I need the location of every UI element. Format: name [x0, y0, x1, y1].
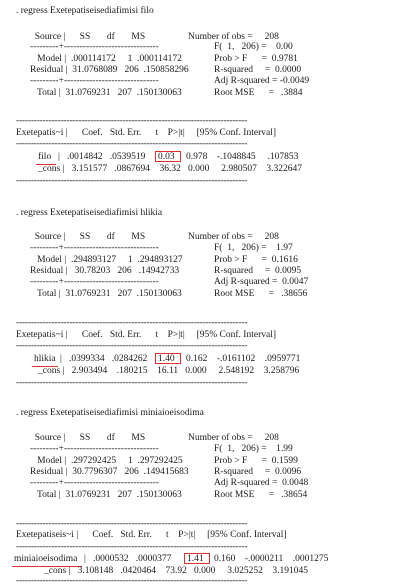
- stat-root-mse: Root MSE = .38654: [214, 490, 308, 500]
- anova-row-total: Total | 31.0769231 207 .150130063: [30, 289, 182, 299]
- stat-prob: Prob > F = 0.1616: [214, 255, 298, 265]
- anova-header: Source | SS df MS: [30, 32, 146, 42]
- t-value: 1.40: [158, 354, 175, 364]
- stat-root-mse: Root MSE = .3884: [214, 88, 303, 98]
- anova-row-residual: Residual | 30.78203 206 .14942733: [30, 266, 180, 276]
- anova-separator-2: ---------+------------------------------: [30, 277, 159, 287]
- stat-f: F( 1, 206) = 1.99: [214, 444, 293, 454]
- cons-row: _cons | 2.903494 .180215 16.11 0.000 2.548192 3.258796: [38, 366, 300, 376]
- anova-separator-2: ---------+------------------------------: [30, 478, 159, 488]
- table-rule-mid: ------------------------------------------------------------------------------: [16, 139, 248, 149]
- stat-prob: Prob > F = 0.1599: [214, 456, 298, 466]
- cons-row: _cons | 3.151577 .0867694 36.32 0.000 2.980507 3.322647: [38, 164, 302, 174]
- var-label-hlikia: hlikia: [34, 354, 56, 364]
- var-label-filo: filo: [38, 152, 52, 162]
- table-rule-top: ------------------------------------------------------------------------------: [16, 519, 248, 529]
- var-label-miniaioeisodima: miniaioeisodima: [14, 554, 78, 564]
- anova-row-total: Total | 31.0769231 207 .150130063: [30, 490, 182, 500]
- anova-header: Source | SS df MS: [30, 433, 146, 443]
- stats-header: Number of obs = 208: [188, 433, 279, 443]
- stats-header: Number of obs = 208: [188, 32, 279, 42]
- stat-root-mse: Root MSE = .38656: [214, 289, 308, 299]
- stat-r-squared: R-squared = 0.0095: [214, 266, 302, 276]
- anova-row-residual: Residual | 30.7796307 206 .149415683: [30, 467, 189, 477]
- command-line: . regress Exetepatiseisediafimisi miniaioeisodima: [16, 408, 204, 418]
- anova-separator: ---------+------------------------------: [30, 444, 159, 454]
- coef-header: Exetepatis~i | Coef. Std. Err. t P>|t| [95% Conf. Interval]: [16, 128, 276, 138]
- coef-header: Exetepatis~i | Coef. Std. Err. t P>|t| [95% Conf. Interval]: [16, 330, 276, 340]
- table-rule-mid: ------------------------------------------------------------------------------: [16, 542, 248, 552]
- anova-row-model: Model | .294893127 1 .294893127: [30, 255, 183, 265]
- anova-separator: ---------+------------------------------: [30, 243, 159, 253]
- stat-adj-r-squared: Adj R-squared = 0.0047: [214, 277, 309, 287]
- anova-row-model: Model | .297292425 1 .297292425: [30, 456, 183, 466]
- anova-header: Source | SS df MS: [30, 232, 146, 242]
- table-rule-top: ------------------------------------------------------------------------------: [16, 116, 248, 126]
- t-value: 0.03: [158, 152, 175, 162]
- stat-r-squared: R-squared = 0.0096: [214, 467, 302, 477]
- stat-r-squared: R-squared = 0.0000: [214, 65, 302, 75]
- t-value: 1.41: [187, 554, 204, 564]
- stat-f: F( 1, 206) = 1.97: [214, 243, 293, 253]
- cons-row: _cons | 3.108148 .0420464 73.92 0.000 3.025252 3.191045: [44, 566, 308, 576]
- anova-separator-2: ---------+------------------------------: [30, 76, 159, 86]
- table-rule-bottom: ------------------------------------------------------------------------------: [16, 576, 248, 586]
- command-line: . regress Exetepatiseisediafimisi hlikia: [16, 208, 163, 218]
- anova-separator: ---------+------------------------------: [30, 42, 159, 52]
- stat-f: F( 1, 206) = 0.00: [214, 42, 293, 52]
- var-row-tail: 0.162 -.0161102 .0959771: [186, 354, 301, 364]
- var-row-coef: | .0000532 .0000377: [84, 554, 172, 564]
- table-rule-top: ------------------------------------------------------------------------------: [16, 318, 248, 328]
- stats-header: Number of obs = 208: [188, 232, 279, 242]
- table-rule-bottom: ------------------------------------------------------------------------------: [16, 176, 248, 186]
- anova-row-total: Total | 31.0769231 207 .150130063: [30, 88, 182, 98]
- var-row-coef: | .0014842 .0539519: [58, 152, 146, 162]
- var-row-coef: | .0399334 .0284262: [60, 354, 148, 364]
- anova-row-residual: Residual | 31.0768089 206 .150858296: [30, 65, 189, 75]
- stat-adj-r-squared: Adj R-squared = 0.0048: [214, 478, 309, 488]
- table-rule-mid: ------------------------------------------------------------------------------: [16, 341, 248, 351]
- stat-prob: Prob > F = 0.9781: [214, 54, 298, 64]
- stat-adj-r-squared: Adj R-squared = -0.0049: [214, 76, 310, 86]
- coef-header: Exetepatiseis~i | Coef. Std. Err. t P>|t| [95% Conf. Interval]: [16, 530, 287, 540]
- var-row-tail: 0.978 -.1048845 .107853: [186, 152, 299, 162]
- table-rule-bottom: ------------------------------------------------------------------------------: [16, 378, 248, 388]
- anova-row-model: Model | .000114172 1 .000114172: [30, 54, 182, 64]
- var-row-tail: 0.160 -.0000211 .0001275: [214, 554, 329, 564]
- command-line: . regress Exetepatiseisediafimisi filo: [16, 6, 154, 16]
